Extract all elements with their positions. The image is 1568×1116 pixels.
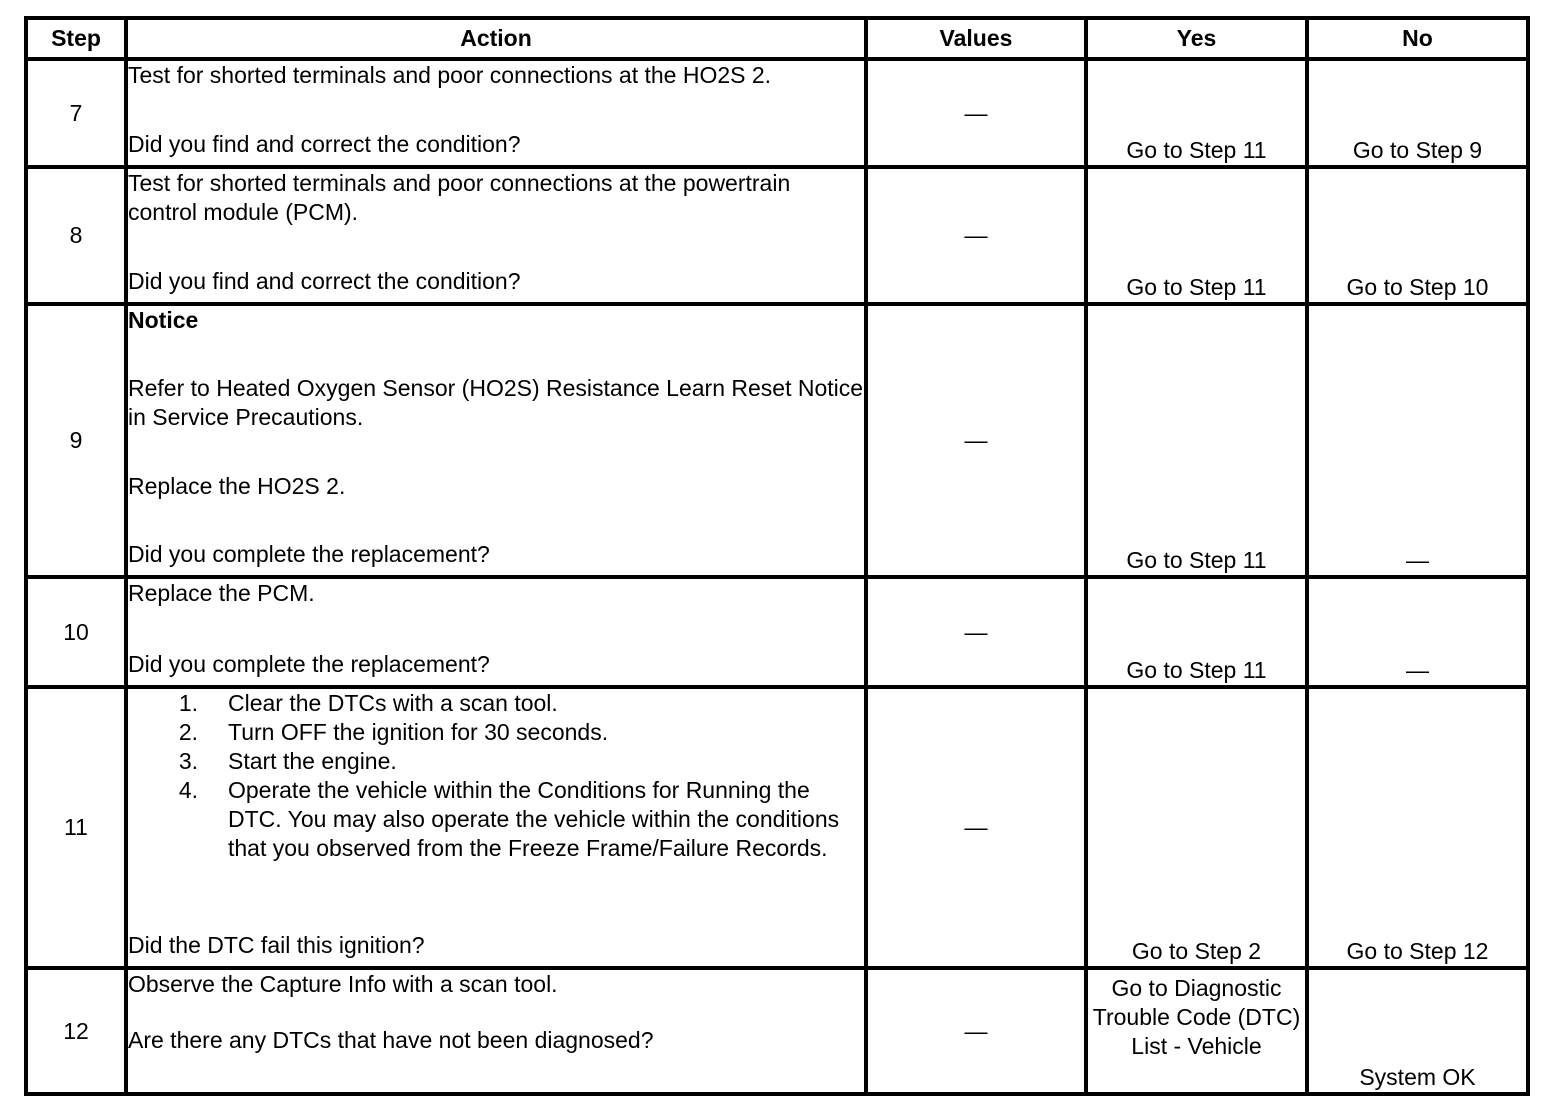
no-cell: Go to Step 12 [1307, 687, 1528, 968]
action-text: Replace the PCM. [128, 580, 315, 606]
action-text: Test for shorted terminals and poor connections at the HO2S 2. [128, 62, 772, 88]
action-cell [126, 59, 866, 167]
action-text: Test for shorted terminals and poor connections at the powertrain control module (PCM). [128, 170, 791, 225]
action-text: Replace the HO2S 2. [128, 472, 346, 499]
list-item-number: 4. [178, 777, 198, 803]
procedure-list [128, 689, 864, 863]
yes-cell: Go to Step 11 [1086, 577, 1307, 687]
values-cell: — [866, 687, 1086, 968]
header-yes: Yes [1086, 18, 1307, 59]
table-row [26, 687, 1528, 968]
list-item-text: Operate the vehicle within the Conditions for Running the DTC. You may also operate the vehicle within the conditions that you observed from the Freeze Frame/Failure Records. [228, 777, 840, 861]
header-action: Action [126, 18, 866, 59]
values-cell: — [866, 577, 1086, 687]
step-number: 12 [26, 968, 126, 1094]
step-number: 7 [26, 59, 126, 167]
no-cell: Go to Step 10 [1307, 167, 1528, 304]
notice-title: Notice [128, 307, 199, 333]
list-item [128, 689, 864, 718]
table-row [26, 577, 1528, 687]
diagnostic-table [24, 16, 1530, 1096]
action-cell [126, 968, 866, 1094]
action-cell [126, 167, 866, 304]
action-question: Did you complete the replacement? [128, 540, 490, 567]
header-step: Step [26, 18, 126, 59]
table-row [26, 304, 1528, 577]
header-row [26, 18, 1528, 59]
action-text: Refer to Heated Oxygen Sensor (HO2S) Resistance Learn Reset Notice in Service Precautions. [128, 375, 864, 431]
no-cell: System OK [1307, 968, 1528, 1094]
list-item-text: Start the engine. [228, 748, 397, 774]
yes-cell: Go to Step 11 [1086, 304, 1307, 577]
yes-cell: Go to Step 11 [1086, 167, 1307, 304]
step-number: 8 [26, 167, 126, 304]
step-number: 11 [26, 687, 126, 968]
no-cell: — [1307, 577, 1528, 687]
list-item [128, 776, 864, 863]
list-item-text: Clear the DTCs with a scan tool. [228, 690, 558, 716]
action-question: Did you complete the replacement? [128, 651, 490, 677]
values-cell: — [866, 304, 1086, 577]
table-row [26, 968, 1528, 1094]
values-cell: — [866, 968, 1086, 1094]
action-cell [126, 687, 866, 968]
list-item-number: 3. [178, 748, 198, 774]
action-question: Are there any DTCs that have not been diagnosed? [128, 1027, 654, 1053]
header-no: No [1307, 18, 1528, 59]
yes-cell: Go to Step 11 [1086, 59, 1307, 167]
header-values: Values [866, 18, 1086, 59]
step-number: 9 [26, 304, 126, 577]
table-row [26, 59, 1528, 167]
action-text: Observe the Capture Info with a scan tool. [128, 971, 558, 997]
list-item-number: 1. [178, 690, 198, 716]
list-item [128, 747, 864, 776]
list-item-number: 2. [178, 719, 198, 745]
action-cell [126, 304, 866, 577]
values-cell: — [866, 59, 1086, 167]
action-question: Did you find and correct the condition? [128, 131, 521, 157]
yes-cell: Go to Step 2 [1086, 687, 1307, 968]
list-item-text: Turn OFF the ignition for 30 seconds. [228, 719, 609, 745]
action-cell [126, 577, 866, 687]
no-cell: Go to Step 9 [1307, 59, 1528, 167]
step-number: 10 [26, 577, 126, 687]
table-row [26, 167, 1528, 304]
no-cell: — [1307, 304, 1528, 577]
values-cell: — [866, 167, 1086, 304]
action-question: Did the DTC fail this ignition? [128, 932, 425, 958]
action-question: Did you find and correct the condition? [128, 268, 521, 294]
list-item [128, 718, 864, 747]
yes-cell: Go to Diagnostic Trouble Code (DTC) List - Vehicle [1086, 968, 1307, 1094]
